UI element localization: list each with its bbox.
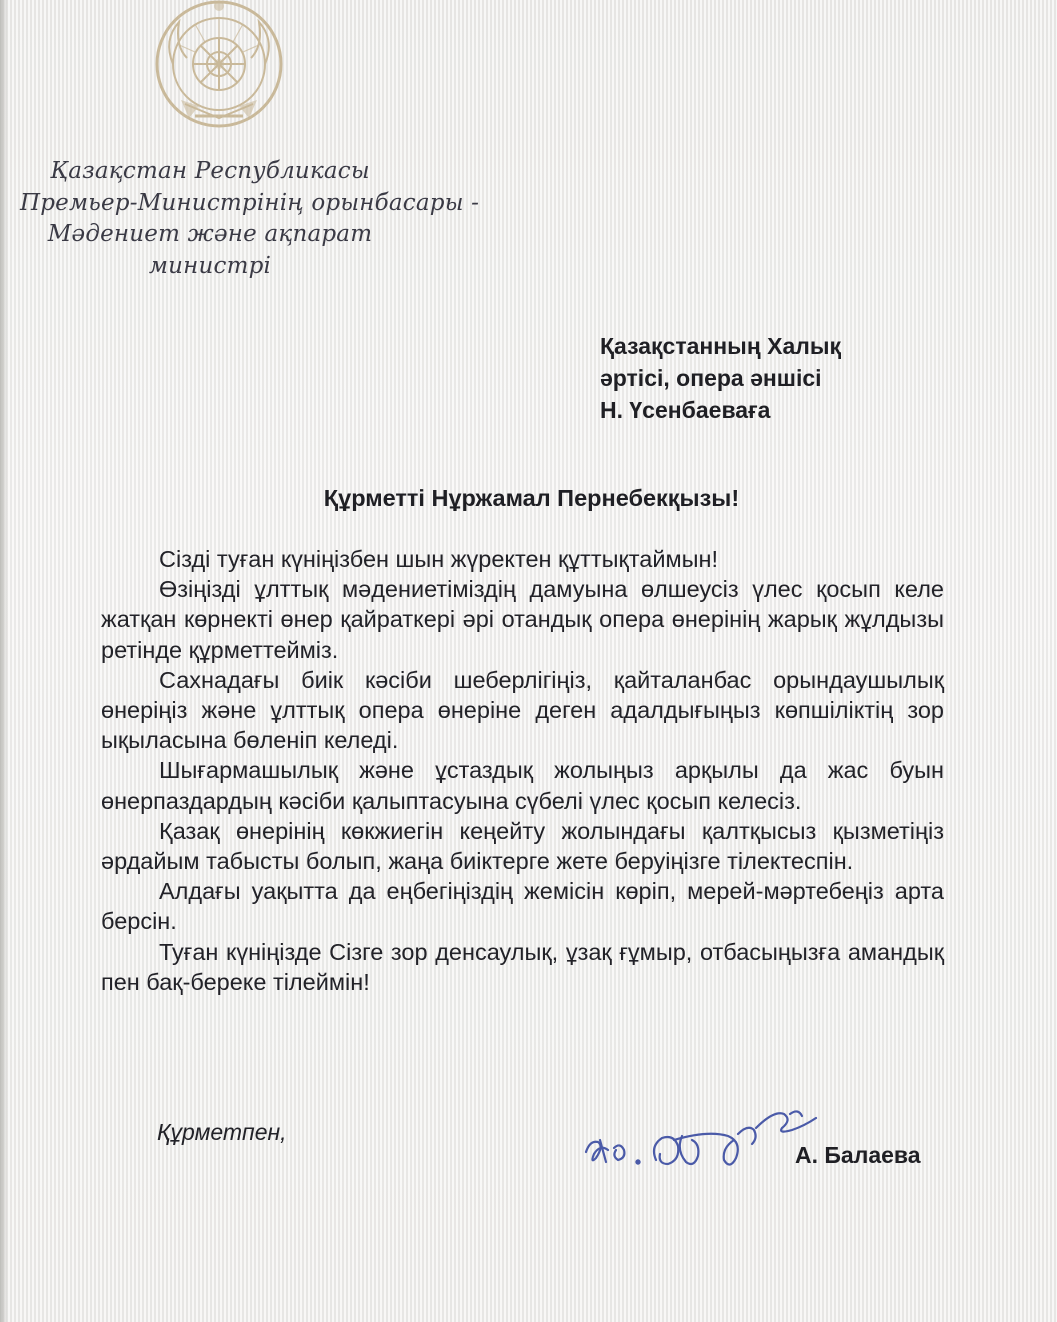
- closing-phrase: Құрметпен,: [157, 1119, 287, 1145]
- salutation: Құрметті Нұржамал Пернебекқызы!: [323, 485, 740, 511]
- ministry-title: [20, 156, 480, 282]
- letter-body: [101, 544, 944, 997]
- addressee-block: [600, 330, 841, 426]
- ministry-line: министрі: [148, 252, 272, 279]
- ministry-line: Премьер-Министрінің орынбасары -: [20, 189, 480, 216]
- page-edge-shadow: [0, 0, 8, 1322]
- body-paragraph: Шығармашылық және ұстаздық жолыңыз арқылы да жас буын өнерпаздардың кәсіби қалыптасуына сүбелі үлес қосып келесіз.: [101, 757, 944, 814]
- ministry-line: Қазақстан Республикасы: [50, 158, 370, 184]
- body-paragraph: Туған күніңізде Сізге зор денсаулық, ұзақ ғұмыр, отбасыңызға амандық пен бақ-береке тілеймін!: [101, 938, 944, 995]
- addressee-line: әртісі, опера әншісі: [600, 365, 822, 391]
- addressee-line: Н. Үсенбаеваға: [600, 397, 771, 423]
- body-paragraph: Сахнадағы биік кәсіби шеберлігіңіз, қайталанбас орындаушылық өнеріңіз және ұлттық опера өнеріне деген адалдығыңыз көпшіліктің зор ықыласына бөленіп келеді.: [101, 666, 944, 754]
- signer-name: А. Балаева: [795, 1142, 921, 1168]
- ministry-line: Мәдениет және ақпарат: [47, 221, 373, 247]
- body-paragraph: Сізді туған күніңізбен шын жүректен құттықтаймын!: [159, 546, 719, 572]
- body-paragraph: Өзіңізді ұлттық мәдениетіміздің дамуына өлшеусіз үлес қосып келе жатқан көрнекті өнер қайраткері әрі отандық опера өнерінің жарық жұлдызы ретінде құрметтейміз.: [101, 576, 944, 663]
- body-paragraph: Алдағы уақытта да еңбегіңіздің жемісін көріп, мерей-мәртебеңіз арта берсін.: [101, 878, 944, 935]
- body-paragraph: Қазақ өнерінің көкжиегін кеңейту жолындағы қалтқысыз қызметіңіз әрдайым табысты болып, жаңа биіктерге жете беруіңізге тілектеспін.: [101, 817, 944, 875]
- handwritten-signature-icon: [578, 1100, 828, 1180]
- addressee-line: Қазақстанның Халық: [600, 333, 841, 359]
- state-emblem-icon: [145, 0, 293, 142]
